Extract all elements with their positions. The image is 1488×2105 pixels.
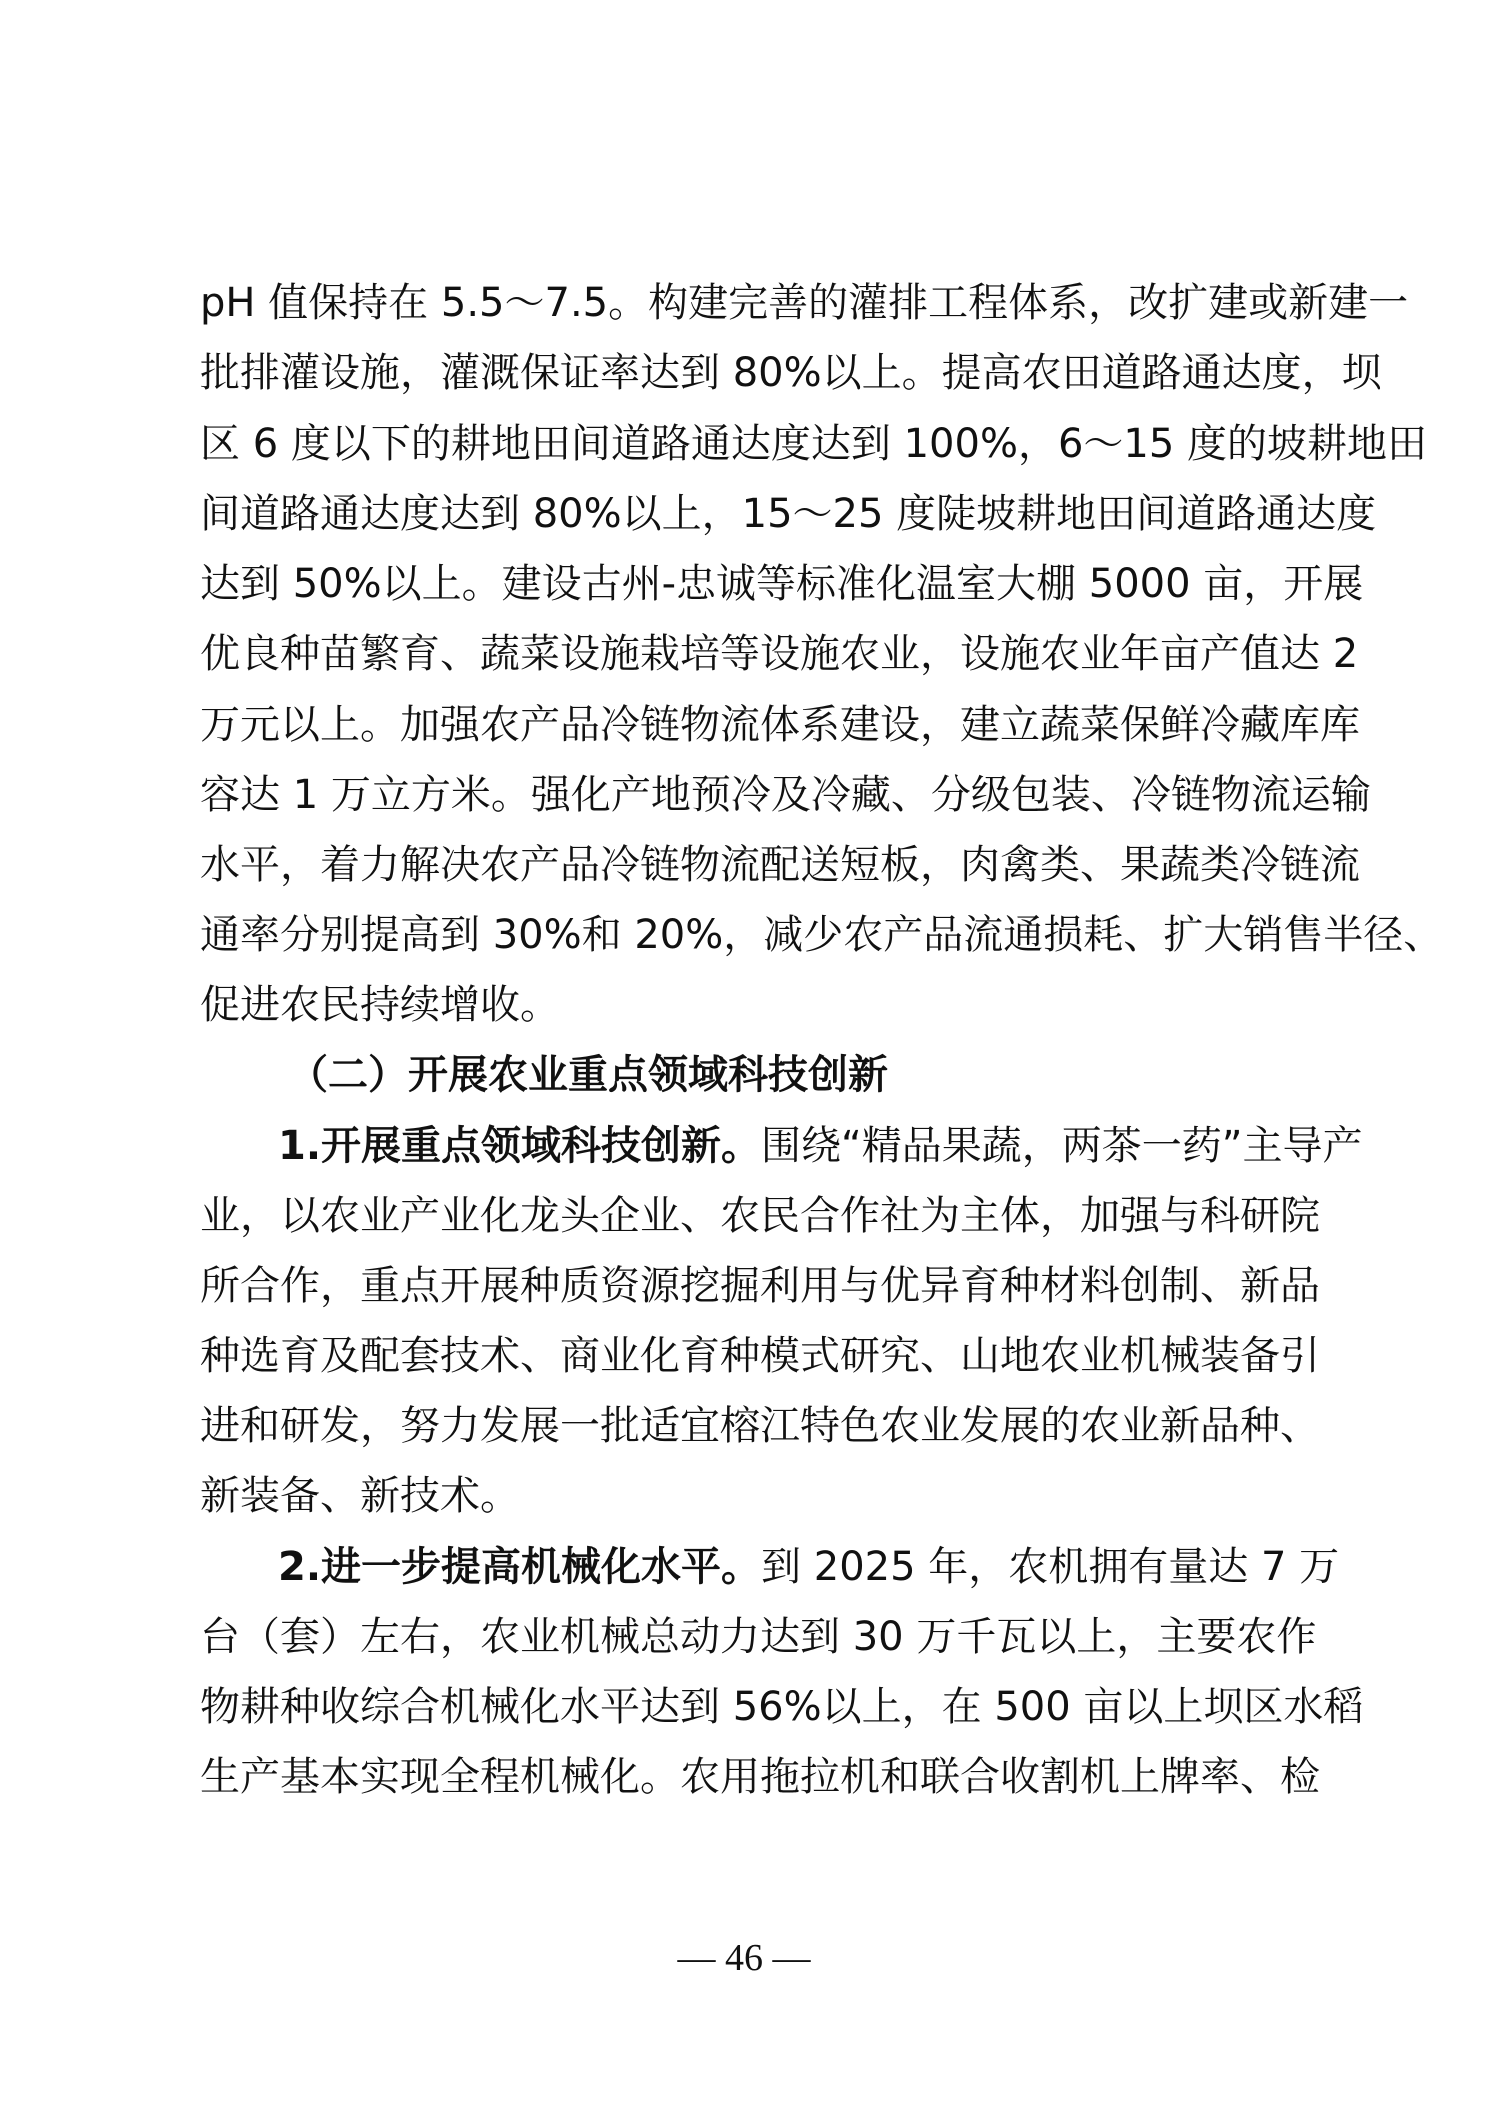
paragraph-line: 万元以上。加强农产品冷链物流体系建设，建立蔬菜保鲜冷藏库库 — [200, 702, 1360, 748]
paragraph-line: 优良种苗繁育、蔬菜设施栽培等设施农业，设施农业年亩产值达 2 — [200, 631, 1359, 677]
paragraph-line: 物耕种收综合机械化水平达到 56%以上，在 500 亩以上坝区水稻 — [200, 1684, 1364, 1730]
paragraph-line: 达到 50%以上。建设古州-忠诚等标准化温室大棚 5000 亩，开展 — [200, 561, 1364, 607]
paragraph-line: 生产基本实现全程机械化。农用拖拉机和联合收割机上牌率、检 — [200, 1754, 1320, 1800]
paragraph-line: 促进农民持续增收。 — [200, 982, 560, 1028]
item1-first-line-text: 围绕“精品果蔬，两茶一药”主导产 — [761, 1123, 1363, 1169]
paragraph-line: 间道路通达度达到 80%以上，15～25 度陡坡耕地田间道路通达度 — [200, 491, 1377, 537]
item1-first-line — [278, 1111, 1363, 1181]
paragraph-line: 水平，着力解决农产品冷链物流配送短板，肉禽类、果蔬类冷链流 — [200, 842, 1360, 888]
paragraph-line: 批排灌设施，灌溉保证率达到 80%以上。提高农田道路通达度，坝 — [200, 350, 1382, 396]
item2-first-line-text: 到 2025 年，农机拥有量达 7 万 — [761, 1544, 1340, 1590]
item2-first-line — [278, 1532, 1340, 1602]
paragraph-line: 容达 1 万立方米。强化产地预冷及冷藏、分级包装、冷链物流运输 — [200, 772, 1371, 818]
item1-title: 1.开展重点领域科技创新。 — [278, 1123, 762, 1169]
paragraph-line: 新装备、新技术。 — [200, 1473, 520, 1519]
paragraph-line: 区 6 度以下的耕地田间道路通达度达到 100%，6～15 度的坡耕地田 — [200, 421, 1428, 467]
item2-title: 2.进一步提高机械化水平。 — [278, 1544, 762, 1590]
section-heading: （二）开展农业重点领域科技创新 — [288, 1052, 888, 1098]
paragraph-line: 种选育及配套技术、商业化育种模式研究、山地农业机械装备引 — [200, 1333, 1320, 1379]
paragraph-line: 业，以农业产业化龙头企业、农民合作社为主体，加强与科研院 — [200, 1193, 1320, 1239]
paragraph-line: 通率分别提高到 30%和 20%，减少农产品流通损耗、扩大销售半径、 — [200, 912, 1444, 958]
page-number: — 46 — — [677, 1937, 811, 1979]
paragraph-line: pH 值保持在 5.5～7.5。构建完善的灌排工程体系，改扩建或新建一 — [200, 280, 1409, 326]
paragraph-line: 进和研发，努力发展一批适宜榕江特色农业发展的农业新品种、 — [200, 1403, 1320, 1449]
paragraph-line: 所合作，重点开展种质资源挖掘利用与优异育种材料创制、新品 — [200, 1263, 1320, 1309]
paragraph-line: 台（套）左右，农业机械总动力达到 30 万千瓦以上，主要农作 — [200, 1614, 1317, 1660]
